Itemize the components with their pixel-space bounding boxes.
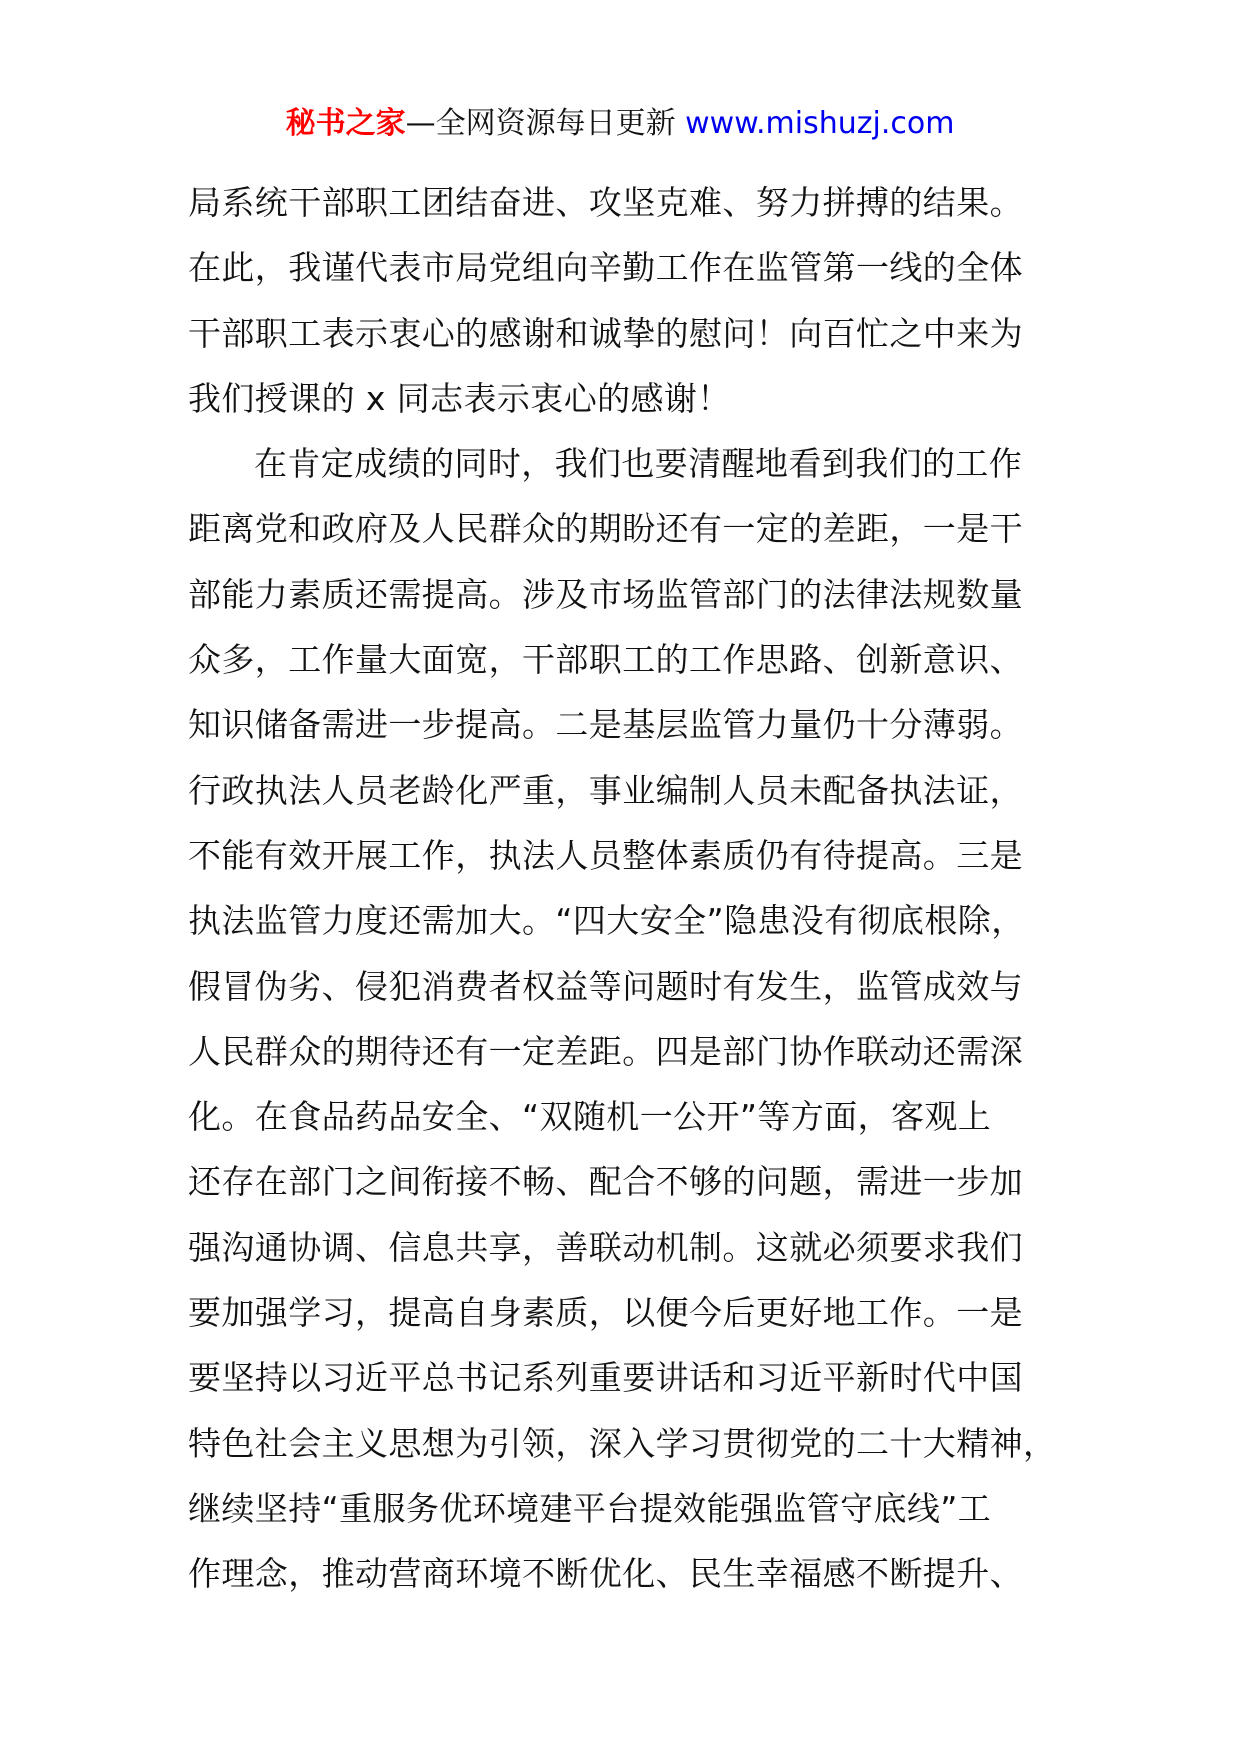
text-line: 假冒伪劣、侵犯消费者权益等问题时有发生，监管成效与 [188, 966, 1023, 1006]
text-line: 继续坚持“重服务优环境建平台提效能强监管守底线”工 [188, 1488, 992, 1528]
document-body [188, 170, 1068, 1607]
paragraph-first-line: 在肯定成绩的同时，我们也要清醒地看到我们的工作 [254, 444, 1023, 484]
text-line: 众多，工作量大面宽，干部职工的工作思路、创新意识、 [188, 640, 1023, 680]
text-line: 化。在食品药品安全、“双随机一公开”等方面，客观上 [188, 1097, 992, 1137]
text-line: 还存在部门之间衔接不畅、配合不够的问题，需进一步加 [188, 1162, 1023, 1202]
text-line: 距离党和政府及人民群众的期盼还有一定的差距，一是干 [188, 509, 1023, 549]
text-line: 不能有效开展工作，执法人员整体素质仍有待提高。三是 [188, 835, 1023, 875]
text-line: 要加强学习，提高自身素质，以便今后更好地工作。一是 [188, 1293, 1023, 1333]
text-line: 部能力素质还需提高。涉及市场监管部门的法律法规数量 [188, 574, 1023, 614]
header-brand: 秘书之家 [285, 106, 406, 141]
header-url-link[interactable]: www.mishuzj.com [685, 106, 955, 141]
text-line: 作理念，推动营商环境不断优化、民生幸福感不断提升、 [188, 1554, 1023, 1594]
text-line: 执法监管力度还需加大。“四大安全”隐患没有彻底根除， [188, 901, 1025, 941]
text-line: 干部职工表示衷心的感谢和诚挚的慰问！向百忙之中来为 [188, 313, 1023, 353]
text-line: 要坚持以习近平总书记系列重要讲话和习近平新时代中国 [188, 1358, 1023, 1398]
text-line: 特色社会主义思想为引领，深入学习贯彻党的二十大精神， [188, 1423, 1057, 1463]
text-line: 行政执法人员老龄化严重，事业编制人员未配备执法证， [188, 770, 1023, 810]
text-line: 知识储备需进一步提高。二是基层监管力量仍十分薄弱。 [188, 705, 1023, 745]
header-tagline: —全网资源每日更新 [405, 106, 676, 141]
text-line: 强沟通协调、信息共享，善联动机制。这就必须要求我们 [188, 1227, 1023, 1267]
page-header [0, 102, 1240, 146]
text-line: 局系统干部职工团结奋进、攻坚克难、努力拼搏的结果。 [188, 183, 1023, 222]
text-line: 人民群众的期待还有一定差距。四是部门协作联动还需深 [188, 1031, 1023, 1071]
text-line: 在此，我谨代表市局党组向辛勤工作在监管第一线的全体 [188, 248, 1023, 288]
text-line: 我们授课的 x 同志表示衷心的感谢！ [188, 378, 731, 418]
